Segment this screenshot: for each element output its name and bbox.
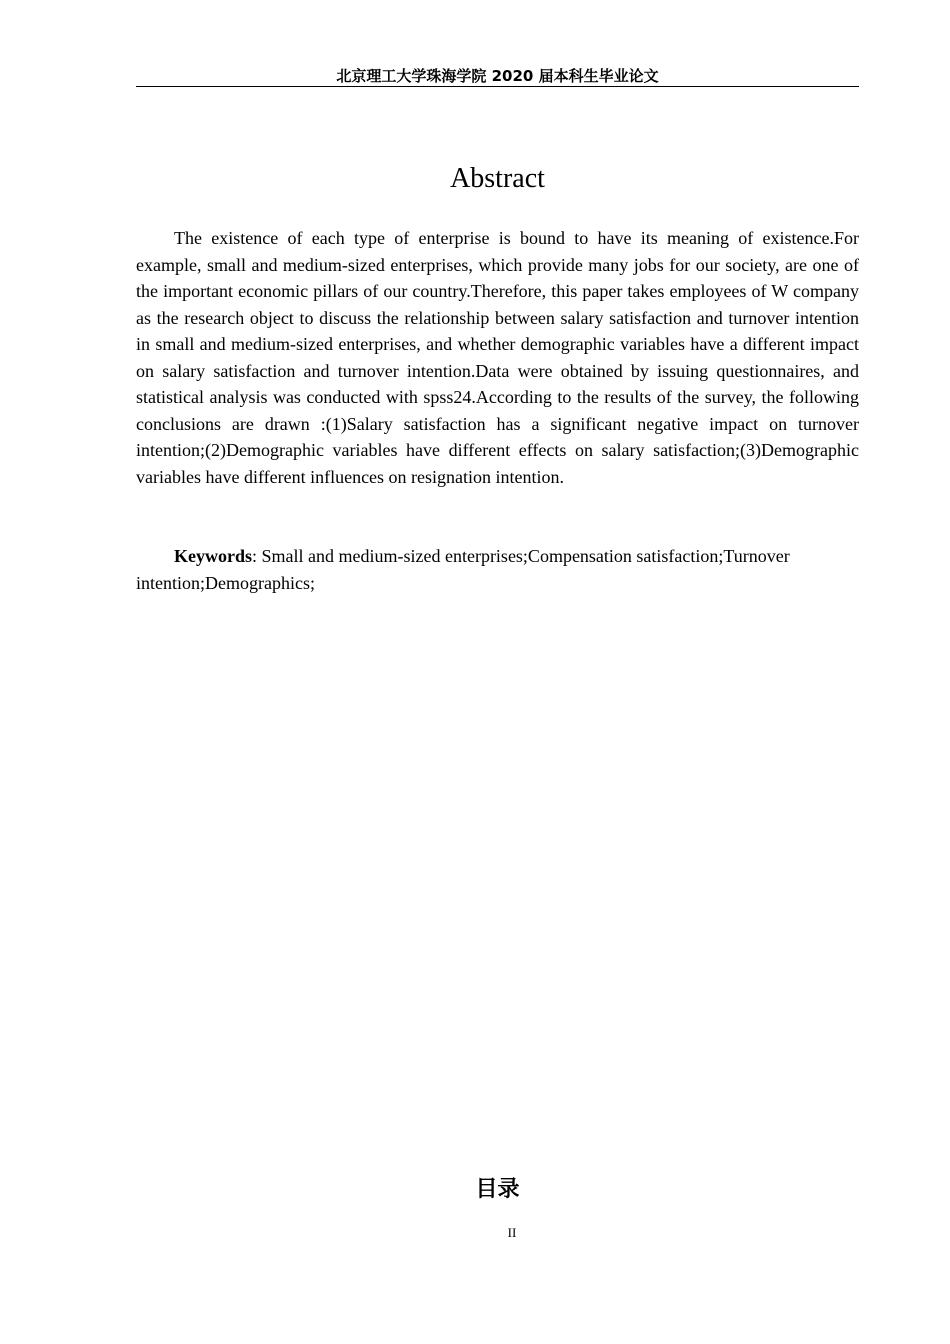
keywords-text: : Small and medium-sized enterprises;Compensation satisfaction;Turnover intention;Demographics; bbox=[136, 546, 790, 593]
abstract-title: Abstract bbox=[450, 163, 545, 194]
page-header: 北京理工大学珠海学院 2020 届本科生毕业论文 bbox=[136, 66, 859, 87]
keywords-label: Keywords bbox=[174, 546, 252, 566]
page-number: II bbox=[507, 1225, 517, 1240]
keywords-paragraph bbox=[136, 543, 859, 596]
toc-title: 目录 bbox=[475, 1177, 520, 1202]
abstract-body: The existence of each type of enterprise is bound to have its meaning of existence.For example, small and medium-sized enterprises, which provide many jobs for our society, are one of the important economic pillars of our country.Therefore, this paper takes employees of W company as the research object to discuss the relationship between salary satisfaction and turnover intention in small and medium-sized enterprises, and whether demographic variables have a different impact on salary satisfaction and turnover intention.Data were obtained by issuing questionnaires, and statistical analysis was conducted with spss24.According to the results of the survey, the following conclusions are drawn :(1)Salary satisfaction has a significant negative impact on turnover intention;(2)Demographic variables have different effects on salary satisfaction;(3)Demographic variables have different influences on resignation intention. bbox=[136, 228, 859, 487]
